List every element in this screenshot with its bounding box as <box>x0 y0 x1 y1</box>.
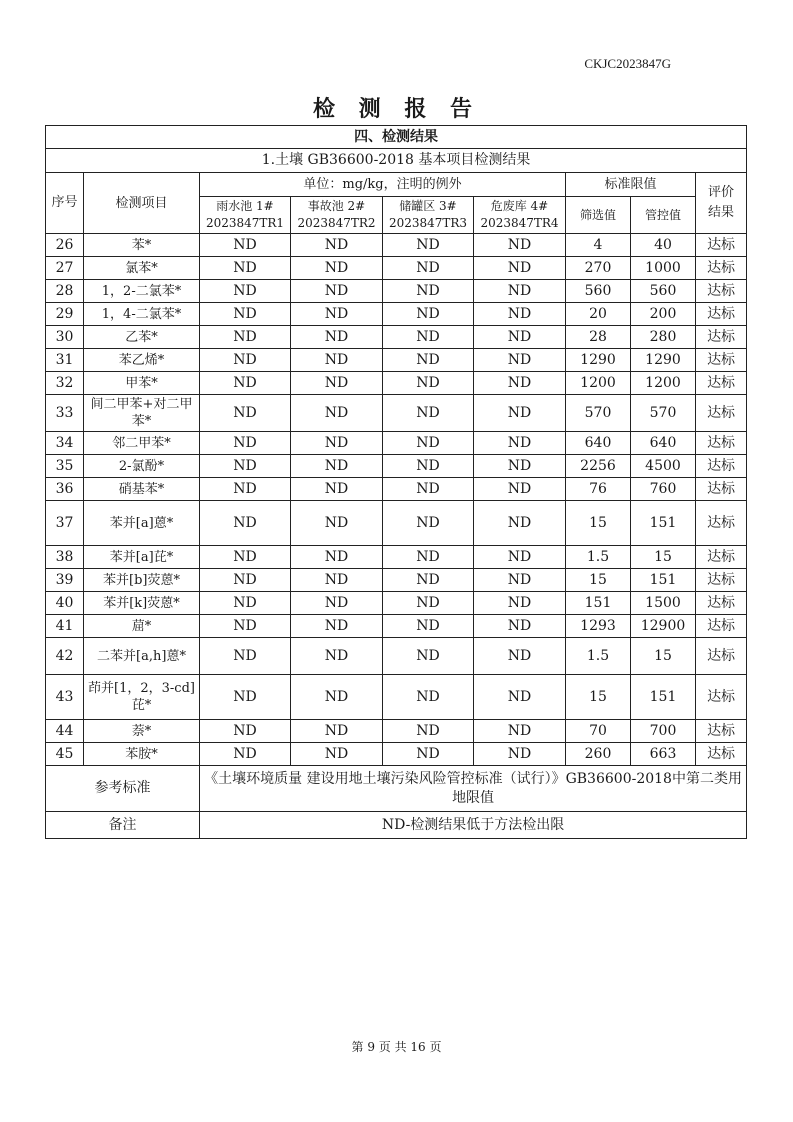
table-row <box>46 720 747 743</box>
row-eval: 达标 <box>696 326 747 349</box>
row-screen: 1290 <box>566 349 631 372</box>
table-row <box>46 326 747 349</box>
row-item: 乙苯* <box>84 326 200 349</box>
row-item: 苯并[a]芘* <box>84 546 200 569</box>
sample-header-2 <box>291 197 383 234</box>
header-standard: 标准限值 <box>566 173 696 197</box>
row-eval: 达标 <box>696 455 747 478</box>
row-value-1: ND <box>200 257 291 280</box>
table-row <box>46 675 747 720</box>
header-control: 管控值 <box>631 197 696 234</box>
results-table <box>45 125 747 839</box>
row-eval: 达标 <box>696 615 747 638</box>
row-value-1: ND <box>200 501 291 546</box>
row-value-2: ND <box>291 326 383 349</box>
row-value-3: ND <box>383 303 474 326</box>
row-value-1: ND <box>200 234 291 257</box>
row-control: 700 <box>631 720 696 743</box>
row-screen: 15 <box>566 501 631 546</box>
row-control: 151 <box>631 569 696 592</box>
row-value-3: ND <box>383 395 474 432</box>
row-value-1: ND <box>200 675 291 720</box>
row-value-2: ND <box>291 615 383 638</box>
row-value-3: ND <box>383 432 474 455</box>
table-row <box>46 455 747 478</box>
row-value-3: ND <box>383 326 474 349</box>
row-screen: 4 <box>566 234 631 257</box>
row-seq: 34 <box>46 432 84 455</box>
row-item: 氯苯* <box>84 257 200 280</box>
table-row <box>46 569 747 592</box>
sample-header-3 <box>383 197 474 234</box>
reference-label: 参考标准 <box>46 766 200 812</box>
row-value-1: ND <box>200 546 291 569</box>
table-row <box>46 501 747 546</box>
row-control: 570 <box>631 395 696 432</box>
header-unit: 单位：mg/kg，注明的例外 <box>200 173 566 197</box>
table-row <box>46 432 747 455</box>
row-value-3: ND <box>383 349 474 372</box>
row-screen: 1.5 <box>566 546 631 569</box>
row-value-1: ND <box>200 395 291 432</box>
row-value-2: ND <box>291 280 383 303</box>
table-row <box>46 280 747 303</box>
row-value-3: ND <box>383 546 474 569</box>
row-seq: 30 <box>46 326 84 349</box>
table-row <box>46 638 747 675</box>
row-seq: 32 <box>46 372 84 395</box>
row-control: 1200 <box>631 372 696 395</box>
row-seq: 41 <box>46 615 84 638</box>
row-seq: 29 <box>46 303 84 326</box>
document-number: CKJC2023847G <box>584 56 671 71</box>
table-row <box>46 478 747 501</box>
row-seq: 33 <box>46 395 84 432</box>
table-row <box>46 372 747 395</box>
row-value-4: ND <box>474 303 566 326</box>
row-eval: 达标 <box>696 546 747 569</box>
row-value-4: ND <box>474 234 566 257</box>
row-item: 二苯并[a,h]蒽* <box>84 638 200 675</box>
row-value-4: ND <box>474 349 566 372</box>
row-eval: 达标 <box>696 349 747 372</box>
table-row <box>46 349 747 372</box>
row-control: 1290 <box>631 349 696 372</box>
row-value-2: ND <box>291 501 383 546</box>
row-item: 䓛* <box>84 615 200 638</box>
row-eval: 达标 <box>696 234 747 257</box>
row-value-3: ND <box>383 592 474 615</box>
row-control: 40 <box>631 234 696 257</box>
row-control: 560 <box>631 280 696 303</box>
header-eval: 评价结果 <box>696 173 747 234</box>
row-item: 2-氯酚* <box>84 455 200 478</box>
table-row <box>46 592 747 615</box>
row-eval: 达标 <box>696 501 747 546</box>
row-screen: 640 <box>566 432 631 455</box>
row-value-4: ND <box>474 546 566 569</box>
row-value-1: ND <box>200 372 291 395</box>
row-value-3: ND <box>383 720 474 743</box>
row-value-2: ND <box>291 720 383 743</box>
sample-code: 2023847TR2 <box>297 216 376 230</box>
row-item: 邻二甲苯* <box>84 432 200 455</box>
row-value-4: ND <box>474 372 566 395</box>
row-screen: 1293 <box>566 615 631 638</box>
row-screen: 1200 <box>566 372 631 395</box>
row-value-2: ND <box>291 675 383 720</box>
row-value-1: ND <box>200 303 291 326</box>
row-value-4: ND <box>474 615 566 638</box>
table-row <box>46 303 747 326</box>
row-item: 甲苯* <box>84 372 200 395</box>
row-value-2: ND <box>291 303 383 326</box>
remark-text: ND-检测结果低于方法检出限 <box>200 812 747 839</box>
row-item: 苯* <box>84 234 200 257</box>
row-value-3: ND <box>383 615 474 638</box>
row-value-1: ND <box>200 592 291 615</box>
row-item: 苯乙烯* <box>84 349 200 372</box>
row-value-1: ND <box>200 569 291 592</box>
header-item: 检测项目 <box>84 173 200 234</box>
sample-header-1 <box>200 197 291 234</box>
table-row <box>46 546 747 569</box>
row-eval: 达标 <box>696 372 747 395</box>
row-item: 苯并[b]荧蒽* <box>84 569 200 592</box>
row-item: 间二甲苯+对二甲苯* <box>84 395 200 432</box>
table-row <box>46 234 747 257</box>
section-title: 四、检测结果 <box>46 126 747 149</box>
row-eval: 达标 <box>696 743 747 766</box>
row-value-4: ND <box>474 743 566 766</box>
table-row <box>46 395 747 432</box>
table-row <box>46 257 747 280</box>
row-value-4: ND <box>474 280 566 303</box>
row-item: 苯并[k]荧蒽* <box>84 592 200 615</box>
row-value-2: ND <box>291 592 383 615</box>
row-value-4: ND <box>474 720 566 743</box>
row-control: 640 <box>631 432 696 455</box>
row-screen: 20 <box>566 303 631 326</box>
row-item: 苯胺* <box>84 743 200 766</box>
row-eval: 达标 <box>696 569 747 592</box>
sample-code: 2023847TR3 <box>388 216 468 230</box>
row-item: 茚并[1，2，3-cd]芘* <box>84 675 200 720</box>
row-seq: 37 <box>46 501 84 546</box>
row-value-2: ND <box>291 349 383 372</box>
row-control: 1000 <box>631 257 696 280</box>
row-value-3: ND <box>383 501 474 546</box>
row-value-2: ND <box>291 395 383 432</box>
row-value-3: ND <box>383 455 474 478</box>
row-value-2: ND <box>291 569 383 592</box>
row-control: 151 <box>631 501 696 546</box>
table-row <box>46 615 747 638</box>
row-value-1: ND <box>200 743 291 766</box>
row-value-4: ND <box>474 675 566 720</box>
row-seq: 39 <box>46 569 84 592</box>
row-screen: 270 <box>566 257 631 280</box>
row-eval: 达标 <box>696 432 747 455</box>
row-value-2: ND <box>291 455 383 478</box>
row-value-3: ND <box>383 743 474 766</box>
row-item: 萘* <box>84 720 200 743</box>
row-value-4: ND <box>474 326 566 349</box>
row-seq: 35 <box>46 455 84 478</box>
row-control: 200 <box>631 303 696 326</box>
row-value-1: ND <box>200 432 291 455</box>
row-screen: 260 <box>566 743 631 766</box>
sample-name: 雨水池 1# <box>216 199 274 213</box>
row-control: 12900 <box>631 615 696 638</box>
reference-text: 《土壤环境质量 建设用地土壤污染风险管控标准（试行）》GB36600-2018中第二类用地限值 <box>200 766 747 812</box>
row-control: 15 <box>631 638 696 675</box>
sample-name: 储罐区 3# <box>399 199 457 213</box>
row-control: 760 <box>631 478 696 501</box>
row-control: 280 <box>631 326 696 349</box>
row-value-4: ND <box>474 395 566 432</box>
row-value-4: ND <box>474 432 566 455</box>
row-value-2: ND <box>291 743 383 766</box>
row-value-3: ND <box>383 234 474 257</box>
row-eval: 达标 <box>696 675 747 720</box>
subsection-title: 1.土壤 GB36600-2018 基本项目检测结果 <box>46 149 747 173</box>
row-value-3: ND <box>383 372 474 395</box>
sample-header-4 <box>474 197 566 234</box>
page-footer: 第 9 页 共 16 页 <box>351 1040 442 1054</box>
row-screen: 570 <box>566 395 631 432</box>
row-value-4: ND <box>474 569 566 592</box>
row-value-1: ND <box>200 720 291 743</box>
row-value-1: ND <box>200 349 291 372</box>
row-screen: 560 <box>566 280 631 303</box>
sample-code: 2023847TR1 <box>205 216 285 230</box>
row-control: 663 <box>631 743 696 766</box>
row-eval: 达标 <box>696 303 747 326</box>
row-screen: 15 <box>566 675 631 720</box>
row-value-4: ND <box>474 592 566 615</box>
row-seq: 44 <box>46 720 84 743</box>
row-value-1: ND <box>200 638 291 675</box>
row-eval: 达标 <box>696 478 747 501</box>
row-item: 硝基苯* <box>84 478 200 501</box>
row-screen: 76 <box>566 478 631 501</box>
row-value-4: ND <box>474 478 566 501</box>
row-seq: 31 <box>46 349 84 372</box>
row-value-3: ND <box>383 478 474 501</box>
row-screen: 2256 <box>566 455 631 478</box>
row-value-4: ND <box>474 455 566 478</box>
row-value-1: ND <box>200 326 291 349</box>
row-value-3: ND <box>383 675 474 720</box>
row-eval: 达标 <box>696 280 747 303</box>
row-value-4: ND <box>474 257 566 280</box>
sample-name: 危废库 4# <box>490 199 549 213</box>
row-value-2: ND <box>291 234 383 257</box>
row-seq: 26 <box>46 234 84 257</box>
page-title: 检 测 报 告 <box>313 96 480 122</box>
row-item: 1，4-二氯苯* <box>84 303 200 326</box>
row-value-1: ND <box>200 455 291 478</box>
row-eval: 达标 <box>696 720 747 743</box>
row-value-2: ND <box>291 372 383 395</box>
row-item: 苯并[a]蒽* <box>84 501 200 546</box>
row-eval: 达标 <box>696 592 747 615</box>
row-control: 1500 <box>631 592 696 615</box>
row-value-2: ND <box>291 546 383 569</box>
row-screen: 151 <box>566 592 631 615</box>
row-control: 4500 <box>631 455 696 478</box>
row-screen: 15 <box>566 569 631 592</box>
sample-name: 事故池 2# <box>307 199 366 213</box>
row-value-4: ND <box>474 638 566 675</box>
row-value-2: ND <box>291 638 383 675</box>
row-value-2: ND <box>291 478 383 501</box>
row-seq: 42 <box>46 638 84 675</box>
row-seq: 43 <box>46 675 84 720</box>
row-screen: 70 <box>566 720 631 743</box>
row-control: 151 <box>631 675 696 720</box>
row-seq: 40 <box>46 592 84 615</box>
row-eval: 达标 <box>696 638 747 675</box>
row-control: 15 <box>631 546 696 569</box>
row-seq: 36 <box>46 478 84 501</box>
row-value-4: ND <box>474 501 566 546</box>
row-screen: 28 <box>566 326 631 349</box>
row-seq: 38 <box>46 546 84 569</box>
row-seq: 28 <box>46 280 84 303</box>
remark-label: 备注 <box>46 812 200 839</box>
table-row <box>46 743 747 766</box>
header-screen: 筛选值 <box>566 197 631 234</box>
row-eval: 达标 <box>696 257 747 280</box>
row-value-3: ND <box>383 638 474 675</box>
sample-code: 2023847TR4 <box>480 216 559 230</box>
row-screen: 1.5 <box>566 638 631 675</box>
header-seq: 序号 <box>46 173 84 234</box>
row-item: 1，2-二氯苯* <box>84 280 200 303</box>
row-seq: 45 <box>46 743 84 766</box>
row-value-3: ND <box>383 569 474 592</box>
row-value-2: ND <box>291 432 383 455</box>
row-value-1: ND <box>200 615 291 638</box>
row-seq: 27 <box>46 257 84 280</box>
row-value-3: ND <box>383 257 474 280</box>
row-value-3: ND <box>383 280 474 303</box>
row-eval: 达标 <box>696 395 747 432</box>
row-value-1: ND <box>200 280 291 303</box>
row-value-2: ND <box>291 257 383 280</box>
row-value-1: ND <box>200 478 291 501</box>
